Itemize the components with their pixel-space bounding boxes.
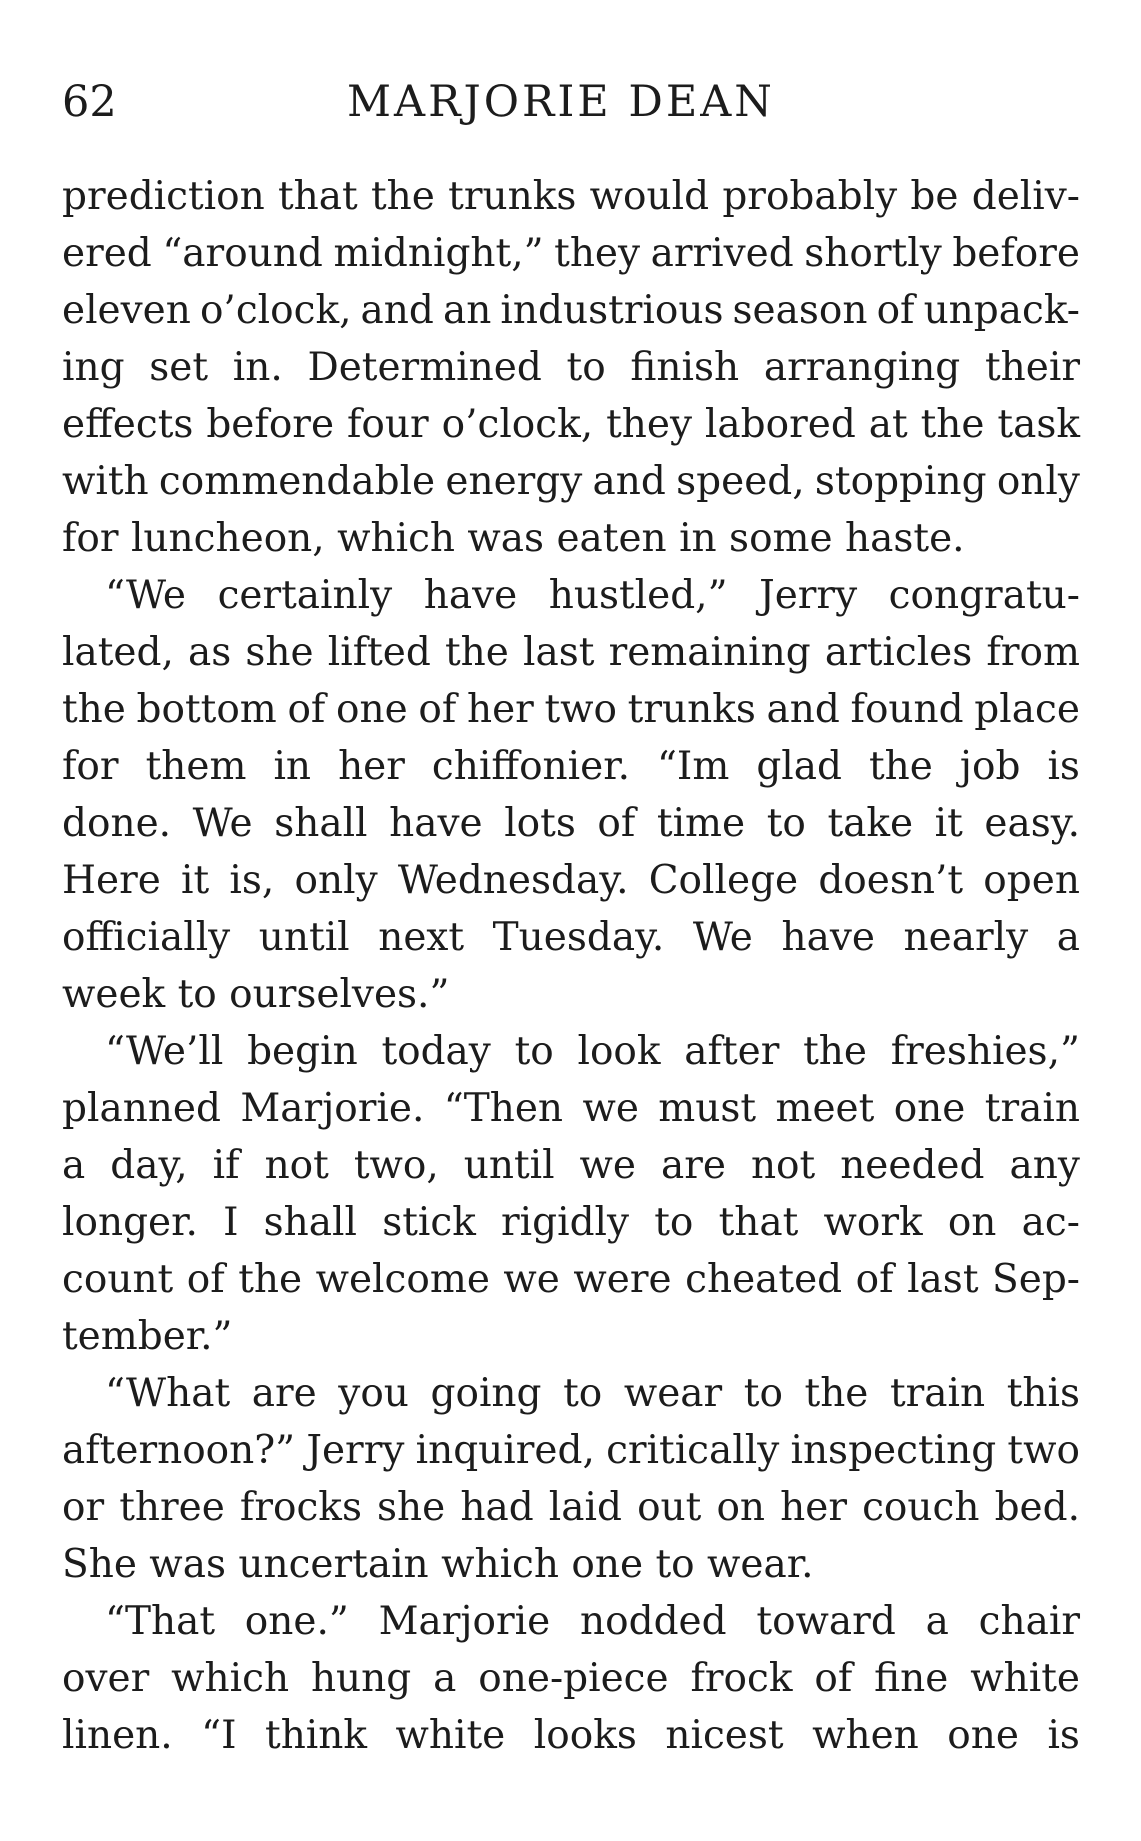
text-line: linen. “I think white looks nicest when one is (62, 1713, 1080, 1758)
text-line: effects before four o’clock, they labored at the task (62, 402, 1080, 447)
text-line: count of the welcome we were cheated of last Sep- (62, 1257, 1080, 1302)
body-text (62, 168, 1080, 1764)
text-line: Here it is, only Wednesday. College doesn’t open (62, 858, 1080, 903)
text-line: over which hung a one-piece frock of fine white (62, 1656, 1080, 1701)
text-line: planned Marjorie. “Then we must meet one train (62, 1086, 1080, 1131)
text-line: a day, if not two, until we are not needed any (62, 1143, 1080, 1188)
text-line: eleven o’clock, and an industrious season of unpack- (62, 288, 1080, 333)
running-head (62, 72, 1072, 132)
paragraph-3 (62, 1023, 1080, 1365)
text-line: “What are you going to wear to the train this (105, 1371, 1080, 1416)
text-line: officially until next Tuesday. We have nearly a (62, 915, 1080, 960)
text-line: “That one.” Marjorie nodded toward a chair (105, 1599, 1080, 1644)
text-line: ered “around midnight,” they arrived shortly before (62, 231, 1080, 276)
text-line: or three frocks she had laid out on her couch bed. (62, 1485, 1080, 1530)
paragraph-4 (62, 1365, 1080, 1593)
text-line: done. We shall have lots of time to take it easy. (62, 801, 1080, 846)
text-line: week to ourselves.” (62, 972, 450, 1017)
text-line: with commendable energy and speed, stopping only (62, 459, 1080, 504)
paragraph-2 (62, 567, 1080, 1023)
paragraph-1 (62, 168, 1080, 567)
paragraph-5 (62, 1593, 1080, 1764)
text-line: prediction that the trunks would probably be deliv- (62, 174, 1080, 219)
text-line: “We certainly have hustled,” Jerry congratu- (105, 573, 1080, 618)
text-line: the bottom of one of her two trunks and found place (62, 687, 1080, 732)
text-line: lated, as she lifted the last remaining articles from (62, 630, 1080, 675)
book-title: MARJORIE DEAN (347, 77, 775, 127)
text-line: for them in her chiffonier. “Im glad the job is (62, 744, 1080, 789)
page-number: 62 (62, 77, 117, 127)
text-line: She was uncertain which one to wear. (62, 1542, 814, 1587)
text-line: afternoon?” Jerry inquired, critically inspecting two (62, 1428, 1080, 1473)
text-line: ing set in. Determined to finish arranging their (62, 345, 1080, 390)
text-line: for luncheon, which was eaten in some haste. (62, 516, 965, 561)
text-line: “We’ll begin today to look after the freshies,” (105, 1029, 1080, 1074)
text-line: tember.” (62, 1314, 233, 1359)
text-line: longer. I shall stick rigidly to that work on ac- (62, 1200, 1080, 1245)
